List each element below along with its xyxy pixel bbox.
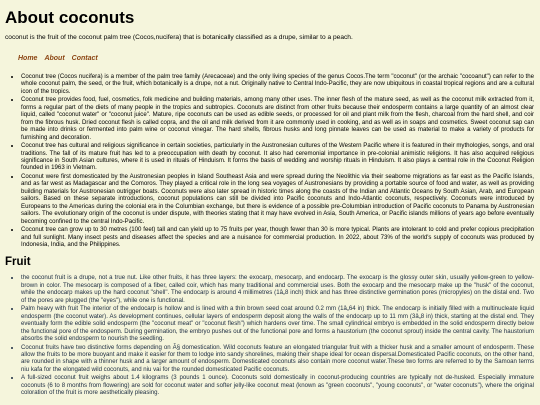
list-item: • Coconut tree provides food, fuel, cosmetics, folk medicine and building materials, among many other uses. The inner flesh of the mature seed, as well as the coconut milk extracted from it, forms a regular part of the diets of many people in the tropics and subtropics. Coconuts are distinct from other fruits because their endosperm contains a large quantity of an almost clear liquid, called "coconut water" or "coconut juice". Mature, ripe coconuts can be used as edible seeds, or processed for oil and plant milk from the flesh, charcoal from the hard shell, and coir from the fibrous husk. Dried coconut flesh is called copra, and the oil and milk derived from it are commonly used in cooking, and as well as in soaps and cosmetics. Sweet coconut sap can be made into drinks or fermented into palm wine or coconut vinegar. The hard shells, fibrous husks and long pinnate leaves can be used as material to make a variety of products for furnishing and decoration.	[21, 96, 534, 141]
nav-link-about[interactable]: About	[44, 55, 65, 62]
about-list	[5, 73, 534, 248]
list-item: • the coconut fruit is a drupe, not a true nut. Like other fruits, it has three layers: the exocarp, mesocarp, and endocarp. The exocarp is the glossy outer skin, usually yellow-green to yellow-brown in color. The mesocarp is composed of a fiber, called coir, which has many traditional and commercial uses. Both the exocarp and the mesocarp make up the "husk" of the coconut, while the endocarp makes up the hard coconut "shell". The endocarp is around 4 millimetres (1â„8 inch) thick and has three distinctive germination pores (micropyles) on the distal end. Two of the pores are plugged (the "eyes"), while one is functional.	[21, 274, 534, 304]
fruit-list	[5, 274, 534, 396]
fruit-heading: Fruit	[5, 256, 31, 269]
list-item: • Palm heavy with fruit The interior of the endocarp is hollow and is lined with a thin brown seed coat around 0.2 mm (1â„64 in) thick. The endocarp is initially filled with a multinucleate liquid endosperm (the coconut water). As development continues, cellular layers of endosperm deposit along the walls of the endocarp up to 11 mm (3â„8 in) thick, starting at the distal end. They eventually form the edible solid endosperm (the "coconut meat" or "coconut flesh") which hardens over time. The small cylindrical embryo is embedded in the solid endosperm directly below the functional pore of the endosperm. During germination, the embryo pushes out of the functional pore and forms a haustorium (the coconut sprout) inside the central cavity. The haustorium absorbs the solid endosperm to nourish the seedling.	[21, 305, 534, 342]
list-item: • A full-sized coconut fruit weighs about 1.4 kilograms (3 pounds 1 ounce). Coconuts sold domestically in coconut-producing countries are typically not de-husked. Especially immature coconuts (6 to 8 months from flowering) are sold for coconut water and softer jelly-like coconut meat (known as "green coconuts", "young coconuts", or "water coconuts"), where the original coloration of the fruit is more aesthetically pleasing.	[21, 374, 534, 396]
nav-link-home[interactable]: Home	[18, 55, 38, 62]
list-item: • Coconut were first domesticated by the Austronesian peoples in Island Southeast Asia and were spread during the Neolithic via their seaborne migrations as far east as the Pacific Islands, and as far west as Madagascar and the Comoros. They played a critical role in the long sea voyages of Austronesians by providing a portable source of food and water, as well as providing building materials for Austronesian outrigger boats. Coconuts were also later spread in historic times along the coasts of the Indian and Atlantic Oceans by South Asian, Arab, and European sailors. Based on these separate introductions, coconut populations can still be divided into Pacific coconuts and Indo-Atlantic coconuts, respectively. Coconuts were introduced by Europeans to the Americas during the colonial era in the Columbian exchange, but there is evidence of a possible pre-Columbian introduction of Pacific coconuts to Panama by Austronesian sailors. The evolutionary origin of the coconut is under dispute, with theories stating that it may have evolved in Asia, South America, or Pacific islands millions of years ago before eventually becoming confined to the central Indo-Pacific.	[21, 173, 534, 225]
list-item: • Coconut tree has cultural and religious significance in certain societies, particularly in the Austronesian cultures of the Western Pacific where it is featured in their mythologies, songs, and oral traditions. The fall of its mature fruit has led to a preoccupation with death by coconut. It also had ceremonial importance in pre-colonial animistic religions. It has also acquired religious significance in South Asian cultures, where it is used in rituals of Hinduism. It forms the basis of wedding and worship rituals in Hinduism. It also plays a central role in the Coconut Religion founded in 1963 in Vietnam.	[21, 142, 534, 172]
list-item: • Coconut tree (Cocos nucifera) is a member of the palm tree family (Arecaceae) and the only living species of the genus Cocos.The term "coconut" (or the archaic "cocoanut") can refer to the whole coconut palm, the seed, or the fruit, which botanically is a drupe, not a nut. Originally native to Central Indo-Pacific, they are now ubiquitous in coastal tropical regions and are a cultural icon of the tropics.	[21, 73, 534, 95]
list-item: • Coconut tree can grow up to 30 metres (100 feet) tall and can yield up to 75 fruits per year, though fewer than 30 is more typical. Plants are intolerant to cold and prefer copious precipitation and full sunlight. Many insect pests and diseases affect the species and are a nuisance for commercial production. In 2022, about 73% of the world's supply of coconuts was produced by Indonesia, India, and the Philippines.	[21, 226, 534, 248]
list-item: • Coconut fruits have two distinctive forms depending on Ã§ domestication. Wild coconuts feature an elongated triangular fruit with a thicker husk and a smaller amount of endosperm. These allow the fruits to be more buoyant and make it easier for them to lodge into sandy shorelines, making their shape ideal for ocean dispersal.Domesticated Pacific coconuts, on the other hand, are rounded in shape with a thinner husk and a larger amount of endosperm. Domesticated coconuts also contain more coconut water.These two forms are referred to by the Samoan terms niu kafa for the elongated wild coconuts, and niu vai for the rounded domesticated Pacific coconuts.	[21, 344, 534, 374]
main-nav	[18, 54, 534, 63]
page-title: About coconuts	[5, 8, 135, 27]
intro-paragraph: coconut is the fruit of the coconut palm tree (Cocos,nucifera) that is botanically classified as a drupe, similar to a peach.	[5, 34, 353, 41]
nav-link-contact[interactable]: Contact	[71, 55, 98, 62]
